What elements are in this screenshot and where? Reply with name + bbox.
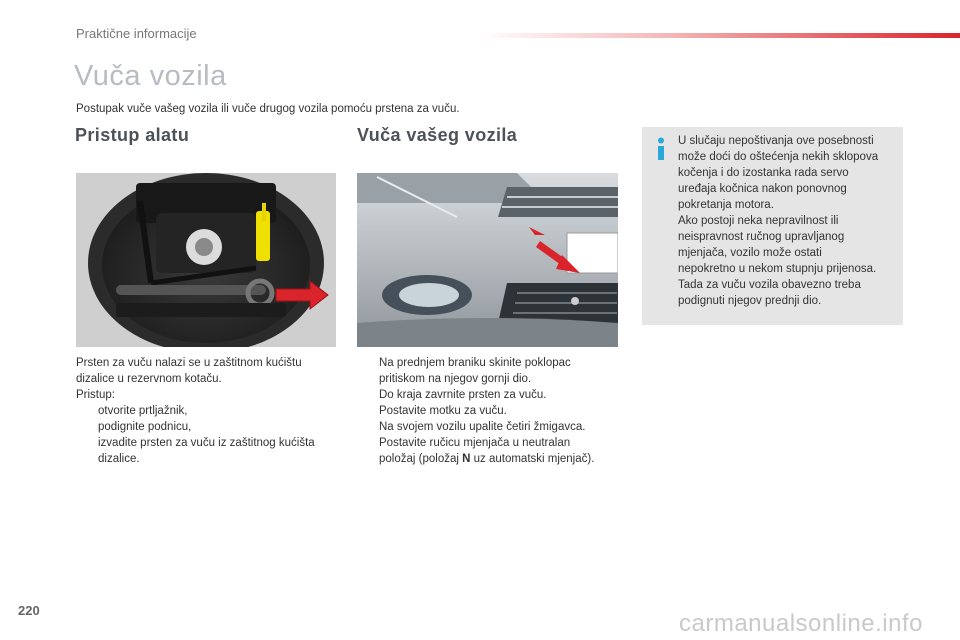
front-bumper-photo: [357, 173, 618, 347]
info-line: pokretanja motora.: [678, 199, 774, 211]
watermark: carmanualsonline.info: [679, 610, 923, 637]
list-item: [76, 435, 338, 451]
header-accent-bar: [480, 33, 960, 38]
page-title: Vuča vozila: [74, 60, 227, 92]
list-item: [76, 403, 338, 419]
spare-wheel-photo: [76, 173, 336, 347]
info-line: mjenjača, vozilo može ostati: [678, 247, 822, 259]
list-item-text: izvadite prsten za vuču iz zaštitnog kućišta: [98, 437, 315, 449]
heading-tool-access: Pristup alatu: [75, 125, 190, 145]
heading-towing-vehicle: Vuča vašeg vozila: [357, 125, 518, 145]
list-item: [357, 403, 627, 419]
list-item-continuation: [76, 451, 338, 467]
section-label: Praktične informacije: [76, 26, 197, 41]
list-item-text: otvorite prtljažnik,: [98, 405, 188, 417]
list-item-text: Na svojem vozilu upalite četiri žmigavca.: [379, 421, 586, 433]
intro-text: Postupak vuče vašeg vozila ili vuče drugog vozila pomoću prstena za vuču.: [76, 103, 460, 115]
left-paragraph-line-1: Prsten za vuču nalazi se u zaštitnom kućištu: [76, 357, 302, 369]
list-item: [357, 419, 627, 435]
list-item-continuation: [357, 371, 627, 387]
gear-position-n: N: [462, 453, 471, 465]
info-text: [678, 133, 900, 309]
info-line: neispravnost ručnog upravljanog: [678, 231, 845, 243]
list-item-text: položaj (položaj: [379, 453, 463, 465]
left-paragraph-line-2: dizalice u rezervnom kotaču.: [76, 373, 222, 385]
page-number: 220: [18, 603, 40, 618]
list-item: [357, 355, 627, 371]
info-line: Ako postoji neka nepravilnost ili: [678, 215, 839, 227]
list-item: [357, 387, 627, 403]
list-item-text: podignite podnicu,: [98, 421, 192, 433]
list-item-text: Do kraja zavrnite prsten za vuču.: [379, 389, 547, 401]
info-line: kočenja i do izostanka rada servo: [678, 167, 849, 179]
list-item-text: dizalice.: [98, 453, 140, 465]
info-line: nepokretno u nekom stupnju prijenosa.: [678, 263, 877, 275]
info-line: podignuti njegov prednji dio.: [678, 295, 822, 307]
list-item-text: Postavite motku za vuču.: [379, 405, 507, 417]
middle-text: [357, 355, 627, 467]
list-item-text: uz automatski mjenjač).: [470, 453, 595, 465]
list-item-text: Postavite ručicu mjenjača u neutralan: [379, 437, 571, 449]
info-line: uređaja kočnica nakon ponovnog: [678, 183, 847, 195]
info-line: Tada za vuču vozila obavezno treba: [678, 279, 861, 291]
info-icon: [654, 137, 668, 161]
left-text: [76, 355, 338, 467]
info-line: U slučaju nepoštivanja ove posebnosti: [678, 135, 874, 147]
info-line: može doći do oštećenja nekih sklopova: [678, 151, 879, 163]
list-item: [76, 419, 338, 435]
info-box: [642, 127, 903, 325]
access-label: Pristup:: [76, 389, 115, 401]
list-item-continuation: [357, 451, 627, 467]
list-item-text: Na prednjem braniku skinite poklopac: [379, 357, 571, 369]
list-item: [357, 435, 627, 451]
list-item-text: pritiskom na njegov gornji dio.: [379, 373, 532, 385]
